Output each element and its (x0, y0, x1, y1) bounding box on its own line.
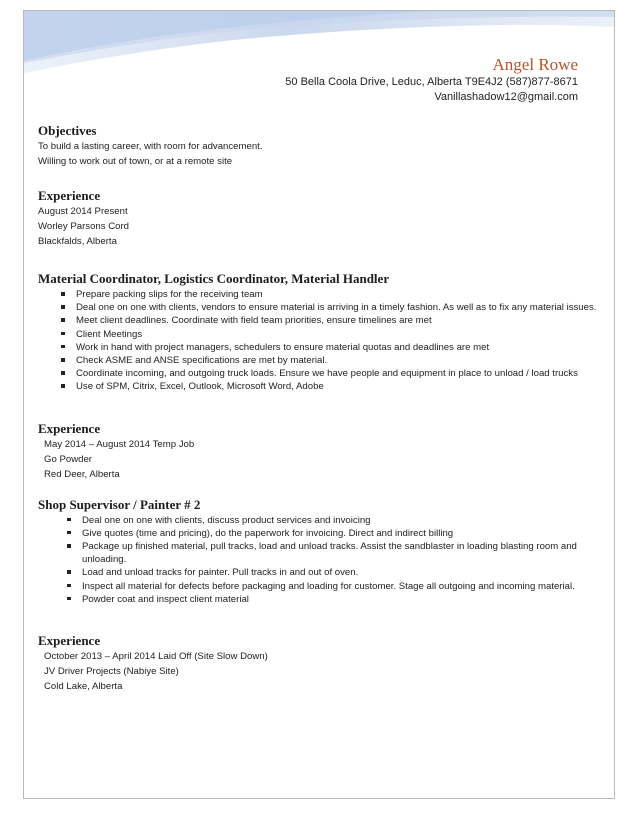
list-item: Prepare packing slips for the receiving team (38, 288, 598, 301)
resume-page (23, 10, 615, 799)
list-item: Coordinate incoming, and outgoing truck loads. Ensure we have people and equipment in place to unload / load trucks (38, 367, 598, 380)
experience-section (38, 633, 598, 694)
list-item: Inspect all material for defects before packaging and loading for customer. Stage all outgoing and incoming material. (44, 580, 598, 593)
list-item: Load and unload tracks for painter. Pull tracks in and out of oven. (44, 566, 598, 579)
role-section (38, 497, 598, 606)
role-duties-list (44, 514, 598, 606)
resume-header (285, 55, 578, 105)
list-item: Use of SPM, Citrix, Excel, Outlook, Microsoft Word, Adobe (38, 380, 598, 393)
list-item: Check ASME and ANSE specifications are met by material. (38, 354, 598, 367)
experience-section (38, 421, 598, 482)
objectives-section (38, 123, 598, 169)
email-address: Vanillashadow12@gmail.com (434, 91, 578, 103)
resume-body (38, 123, 598, 694)
experience-employer: Worley Parsons Cord (38, 221, 129, 232)
role-duties-list (38, 288, 598, 394)
objective-line: To build a lasting career, with room for advancement. (38, 141, 263, 152)
list-item: Give quotes (time and pricing), do the paperwork for invoicing. Direct and indirect billing (44, 527, 598, 540)
list-item: Work in hand with project managers, schedulers to ensure material quotas and deadlines are met (38, 341, 598, 354)
section-heading: Objectives (38, 123, 97, 138)
role-title: Shop Supervisor / Painter # 2 (38, 496, 201, 512)
experience-employer: Go Powder (44, 453, 92, 465)
experience-dates: May 2014 – August 2014 Temp Job (44, 438, 195, 450)
role-section (38, 271, 598, 394)
objective-line: Willing to work out of town, or at a remote site (38, 156, 233, 167)
experience-section (38, 188, 598, 249)
candidate-name: Angel Rowe (492, 55, 578, 74)
experience-location: Blackfalds, Alberta (38, 236, 117, 247)
list-item: Package up finished material, pull tracks, load and unload tracks. Assist the sandblaster in loading blasting room and unloading. (44, 540, 598, 566)
section-heading: Experience (38, 633, 101, 649)
list-item: Deal one on one with clients, vendors to ensure material is arriving in a timely fashion. As well as to fix any material issues. (38, 301, 598, 314)
list-item: Meet client deadlines. Coordinate with field team priorities, ensure timelines are met (38, 314, 598, 327)
address-phone: 50 Bella Coola Drive, Leduc, Alberta T9E4J2 (587)877-8671 (285, 76, 578, 88)
list-item: Powder coat and inspect client material (44, 593, 598, 606)
section-heading: Experience (38, 420, 101, 436)
list-item: Client Meetings (38, 328, 598, 341)
experience-employer: JV Driver Projects (Nabiye Site) (44, 666, 179, 678)
experience-location: Cold Lake, Alberta (44, 681, 123, 693)
section-heading: Experience (38, 188, 101, 203)
experience-dates: August 2014 Present (38, 206, 128, 217)
experience-location: Red Deer, Alberta (44, 468, 120, 480)
role-title: Material Coordinator, Logistics Coordinator, Material Handler (38, 271, 390, 286)
experience-dates: October 2013 – April 2014 Laid Off (Site Slow Down) (44, 651, 268, 663)
list-item: Deal one on one with clients, discuss product services and invoicing (44, 514, 598, 527)
